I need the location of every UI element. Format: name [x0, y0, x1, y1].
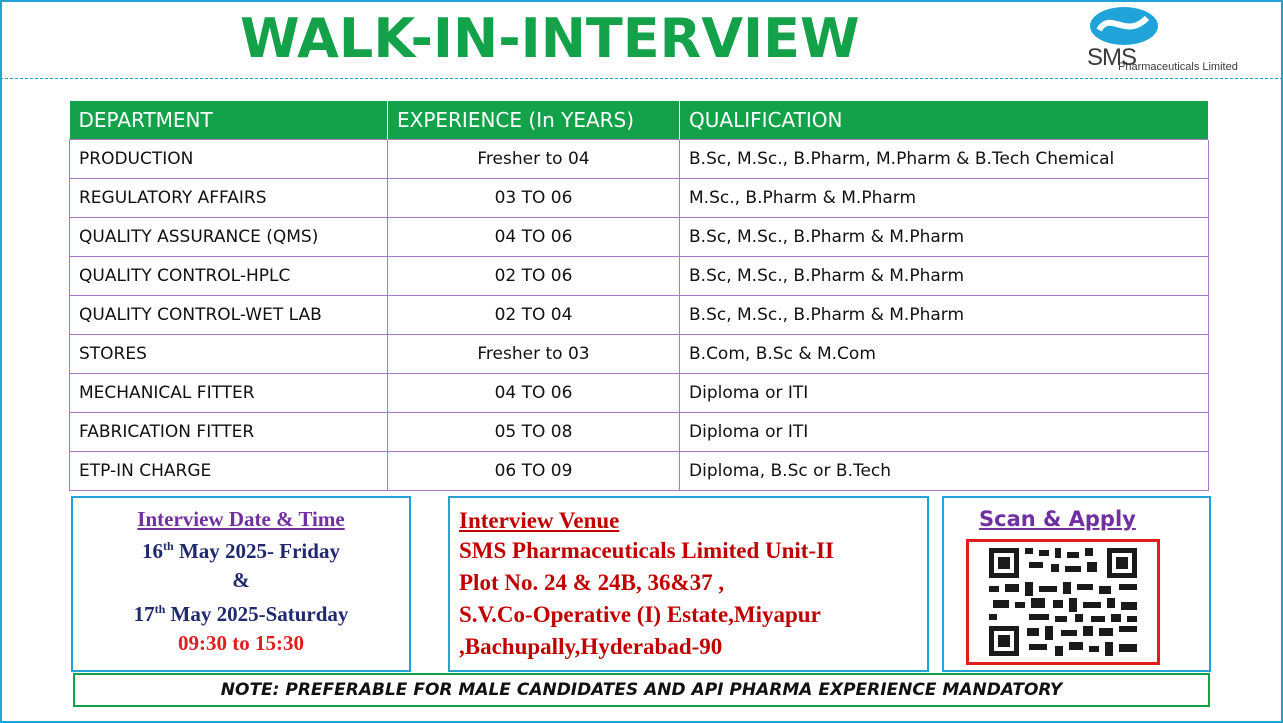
experience-cell: 04 TO 06: [388, 374, 680, 413]
interview-venue-box: [448, 496, 929, 672]
qualification-cell: Diploma or ITI: [680, 413, 1209, 452]
department-cell: QUALITY CONTROL-HPLC: [70, 257, 388, 296]
logo-brand: SMS: [1087, 44, 1137, 71]
table-row: [70, 140, 1209, 179]
table-row: [70, 335, 1209, 374]
day-1-suffix: th: [163, 539, 174, 553]
table-row: [70, 452, 1209, 491]
scan-apply-box: [942, 496, 1211, 672]
interview-day-1: [73, 532, 409, 566]
interview-day-2: [73, 595, 409, 629]
experience-cell: Fresher to 04: [388, 140, 680, 179]
experience-cell: 06 TO 09: [388, 452, 680, 491]
qualification-cell: B.Sc, M.Sc., B.Pharm & M.Pharm: [680, 296, 1209, 335]
day-2-number: 17: [133, 602, 155, 626]
header-experience: EXPERIENCE (In YEARS): [388, 101, 680, 140]
day-2-text: May 2025-Saturday: [165, 602, 349, 626]
experience-cell: 05 TO 08: [388, 413, 680, 452]
qualification-cell: Diploma, B.Sc or B.Tech: [680, 452, 1209, 491]
scan-apply-heading: Scan & Apply: [979, 507, 1136, 531]
venue-heading: Interview Venue: [459, 508, 620, 533]
sms-logo-icon: [1089, 6, 1159, 46]
day-2-suffix: th: [154, 602, 166, 616]
logo-company-name: Pharmaceuticals Limited: [1118, 61, 1238, 73]
qr-code-frame[interactable]: [966, 539, 1160, 665]
day-1-text: May 2025- Friday: [173, 539, 340, 563]
vacancy-table: [69, 101, 1209, 491]
experience-cell: 04 TO 06: [388, 218, 680, 257]
department-cell: QUALITY ASSURANCE (QMS): [70, 218, 388, 257]
qualification-cell: Diploma or ITI: [680, 374, 1209, 413]
qualification-cell: B.Sc, M.Sc., B.Pharm & M.Pharm: [680, 218, 1209, 257]
department-cell: MECHANICAL FITTER: [70, 374, 388, 413]
qr-code-icon: [969, 542, 1157, 662]
interview-date-heading: Interview Date & Time: [137, 507, 345, 531]
venue-line: ,Bachupally,Hyderabad-90: [459, 634, 723, 659]
department-cell: FABRICATION FITTER: [70, 413, 388, 452]
department-cell: QUALITY CONTROL-WET LAB: [70, 296, 388, 335]
experience-cell: 02 TO 04: [388, 296, 680, 335]
experience-cell: Fresher to 03: [388, 335, 680, 374]
experience-cell: 03 TO 06: [388, 179, 680, 218]
venue-line: SMS Pharmaceuticals Limited Unit-II: [459, 538, 835, 563]
header-department: DEPARTMENT: [70, 101, 388, 140]
qualification-cell: M.Sc., B.Pharm & M.Pharm: [680, 179, 1209, 218]
header-divider: [0, 78, 1283, 79]
table-row: [70, 413, 1209, 452]
venue-line: S.V.Co-Operative (I) Estate,Miyapur: [459, 602, 821, 627]
table-row: [70, 218, 1209, 257]
day-1-number: 16: [142, 539, 164, 563]
date-ampersand: &: [232, 568, 250, 592]
venue-line: Plot No. 24 & 24B, 36&37 ,: [459, 570, 725, 595]
company-logo: [1085, 6, 1280, 76]
header-qualification: QUALIFICATION: [680, 101, 1209, 140]
department-cell: ETP-IN CHARGE: [70, 452, 388, 491]
note-banner: NOTE: PREFERABLE FOR MALE CANDIDATES AND API PHARMA EXPERIENCE MANDATORY: [73, 673, 1210, 707]
department-cell: PRODUCTION: [70, 140, 388, 179]
interview-time: 09:30 to 15:30: [178, 631, 304, 655]
page-title: WALK-IN-INTERVIEW: [240, 7, 860, 70]
department-cell: REGULATORY AFFAIRS: [70, 179, 388, 218]
table-row: [70, 179, 1209, 218]
table-row: [70, 374, 1209, 413]
qualification-cell: B.Sc, M.Sc., B.Pharm & M.Pharm: [680, 257, 1209, 296]
table-row: [70, 296, 1209, 335]
table-header-row: [70, 101, 1209, 140]
qualification-cell: B.Sc, M.Sc., B.Pharm, M.Pharm & B.Tech Chemical: [680, 140, 1209, 179]
department-cell: STORES: [70, 335, 388, 374]
table-row: [70, 257, 1209, 296]
interview-date-box: [71, 496, 411, 672]
qualification-cell: B.Com, B.Sc & M.Com: [680, 335, 1209, 374]
experience-cell: 02 TO 06: [388, 257, 680, 296]
